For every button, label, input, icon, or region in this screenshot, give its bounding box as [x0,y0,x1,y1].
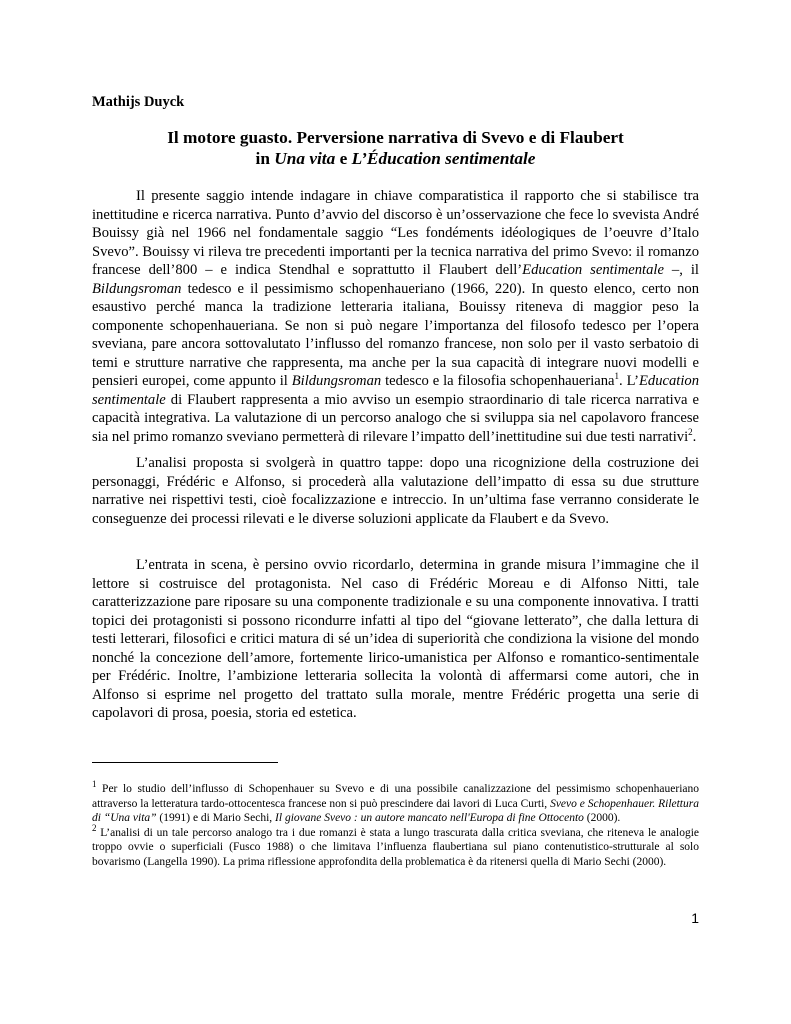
title-work-una-vita: Una vita [274,149,336,168]
page-number: 1 [691,910,699,926]
footnotes [92,779,699,869]
author-name: Mathijs Duyck [92,94,185,110]
footnote-ref-1[interactable]: 1 [614,371,620,382]
title-line-1: Il motore guasto. Perversione narrativa di Svevo e di Flaubert [167,128,624,147]
title-work-education: L’Éducation sentimentale [351,149,536,168]
paragraph-2: L’analisi proposta si svolgerà in quattro tappe: dopo una ricognizione della costruzione dei personaggi, Frédéric e Alfonso, si procederà alla valutazione dell’impatto di essa su due strutture narrative nei rispettivi testi, cioè focalizzazione e intreccio. In un’ultima fase verranno considerate le conseguenze dei processi rilevati e le diverse soluzioni applicate da Flaubert e da Svevo. [92,455,699,527]
footnote-1: $^1$ Per lo studio dell’influsso di Schopenhauer su Svevo e di una possibile canalizzazione del pessimismo schopenhaueriano attraverso la letteratura tardo-ottocentesca francese non si può prescindere dai lavori di Luca Curti, Svevo e Schopenhauer. Rilettura di “Una vita” (1991) e di Mario Sechi, Il giovane Svevo : un autore mancato nell'Europa di fine Ottocento (2000). [92,779,699,824]
footnote-2: $^2$ L’analisi di un tale percorso analogo tra i due romanzi è stata a lungo trascurata dalla critica sveviana, che riteneva le analogie troppo ovvie o superficiali (Fusco 1988) o che limitava l’influenza flaubertiana sul piano contenutistico-strutturale al solo bovarismo (Langella 1990). La prima riflessione approfondita della problematica è da ritenersi quella di Mario Sechi (2000). [92,822,699,868]
article-title [92,127,699,169]
footnote-separator [92,762,278,763]
title-conjunction: e [335,149,352,168]
paragraph-1: Il presente saggio intende indagare in chiave comparatistica il rapporto che si stabilisce tra inettitudine e ricerca narrativa. Punto d’avvio del discorso è un’osservazione che fece lo svevista André Bouissy già nel 1966 nel fondamentale saggio “Les fondéments idéologiques de l’oeuvre d’Italo Svevo”. Bouissy vi rileva tre precedenti importanti per la tecnica narrativa del primo Svevo: il romanzo francese dell’800 – e indica Stendhal e soprattutto il Flaubert dell’Education sentimentale –, il Bildungsroman tedesco e il pessimismo schopenhaueriano (1966, 220). In questo elenco, certo non esaustivo perché manca la tradizione letteraria italiana, Bouissy riteneva di maggior peso la componente schopenhaueriana. Se non si può negare l’importanza del filosofo tedesco per l’opera sveviana, pare ancora sottovalutato l’influsso del romanzo francese, non solo per il vasto serbatoio di temi e strutture narrative che rappresenta, ma anche per la sua capacità di integrare nuovi modelli e pensieri europei, come appunto il Bildungsroman tedesco e la filosofia schopenhaueriana$^1$. L’Education sentimentale di Flaubert rappresenta a mio avviso un esempio straordinario di tale ricerca narrativa e capacità integrativa. La valutazione di un percorso analogo che si sviluppa sia nel capolavoro francese sia nel primo romanzo sveviano permetterà di rilevare l’impatto dell’inettitudine sui due testi narrativi$^2$. [92,188,700,445]
title-line-2 [92,148,699,169]
title-prefix: in [255,149,275,168]
paragraph-3: L’entrata in scena, è persino ovvio ricordarlo, determina in grande misura l’immagine che il lettore si costruisce del protagonista. Nel caso di Frédéric Moreau e di Alfonso Nitti, tale caratterizzazione pare riposare su una componente tradizionale e su una componente innovativa. I tratti topici dei protagonisti si possono ricondurre infatti al tipo del “giovane letterato”, che dalla lettura di testi letterari, filosofici e critici matura di sé un’idea di superiorità che condiziona la visione del mondo nonché la concezione dell’amore, fortemente lirico-umanistica per Alfonso e romantico-sentimentale per Frédéric. Inoltre, l’ambizione letteraria sollecita la volontà di affermarsi come autori, che in Alfonso si esprime nel progetto del trattato sulla morale, mentre Frédéric progetta una serie di capolavori di prosa, poesia, storia ed estetica. [92,557,699,721]
footnote-ref-2[interactable]: 2 [688,426,693,437]
